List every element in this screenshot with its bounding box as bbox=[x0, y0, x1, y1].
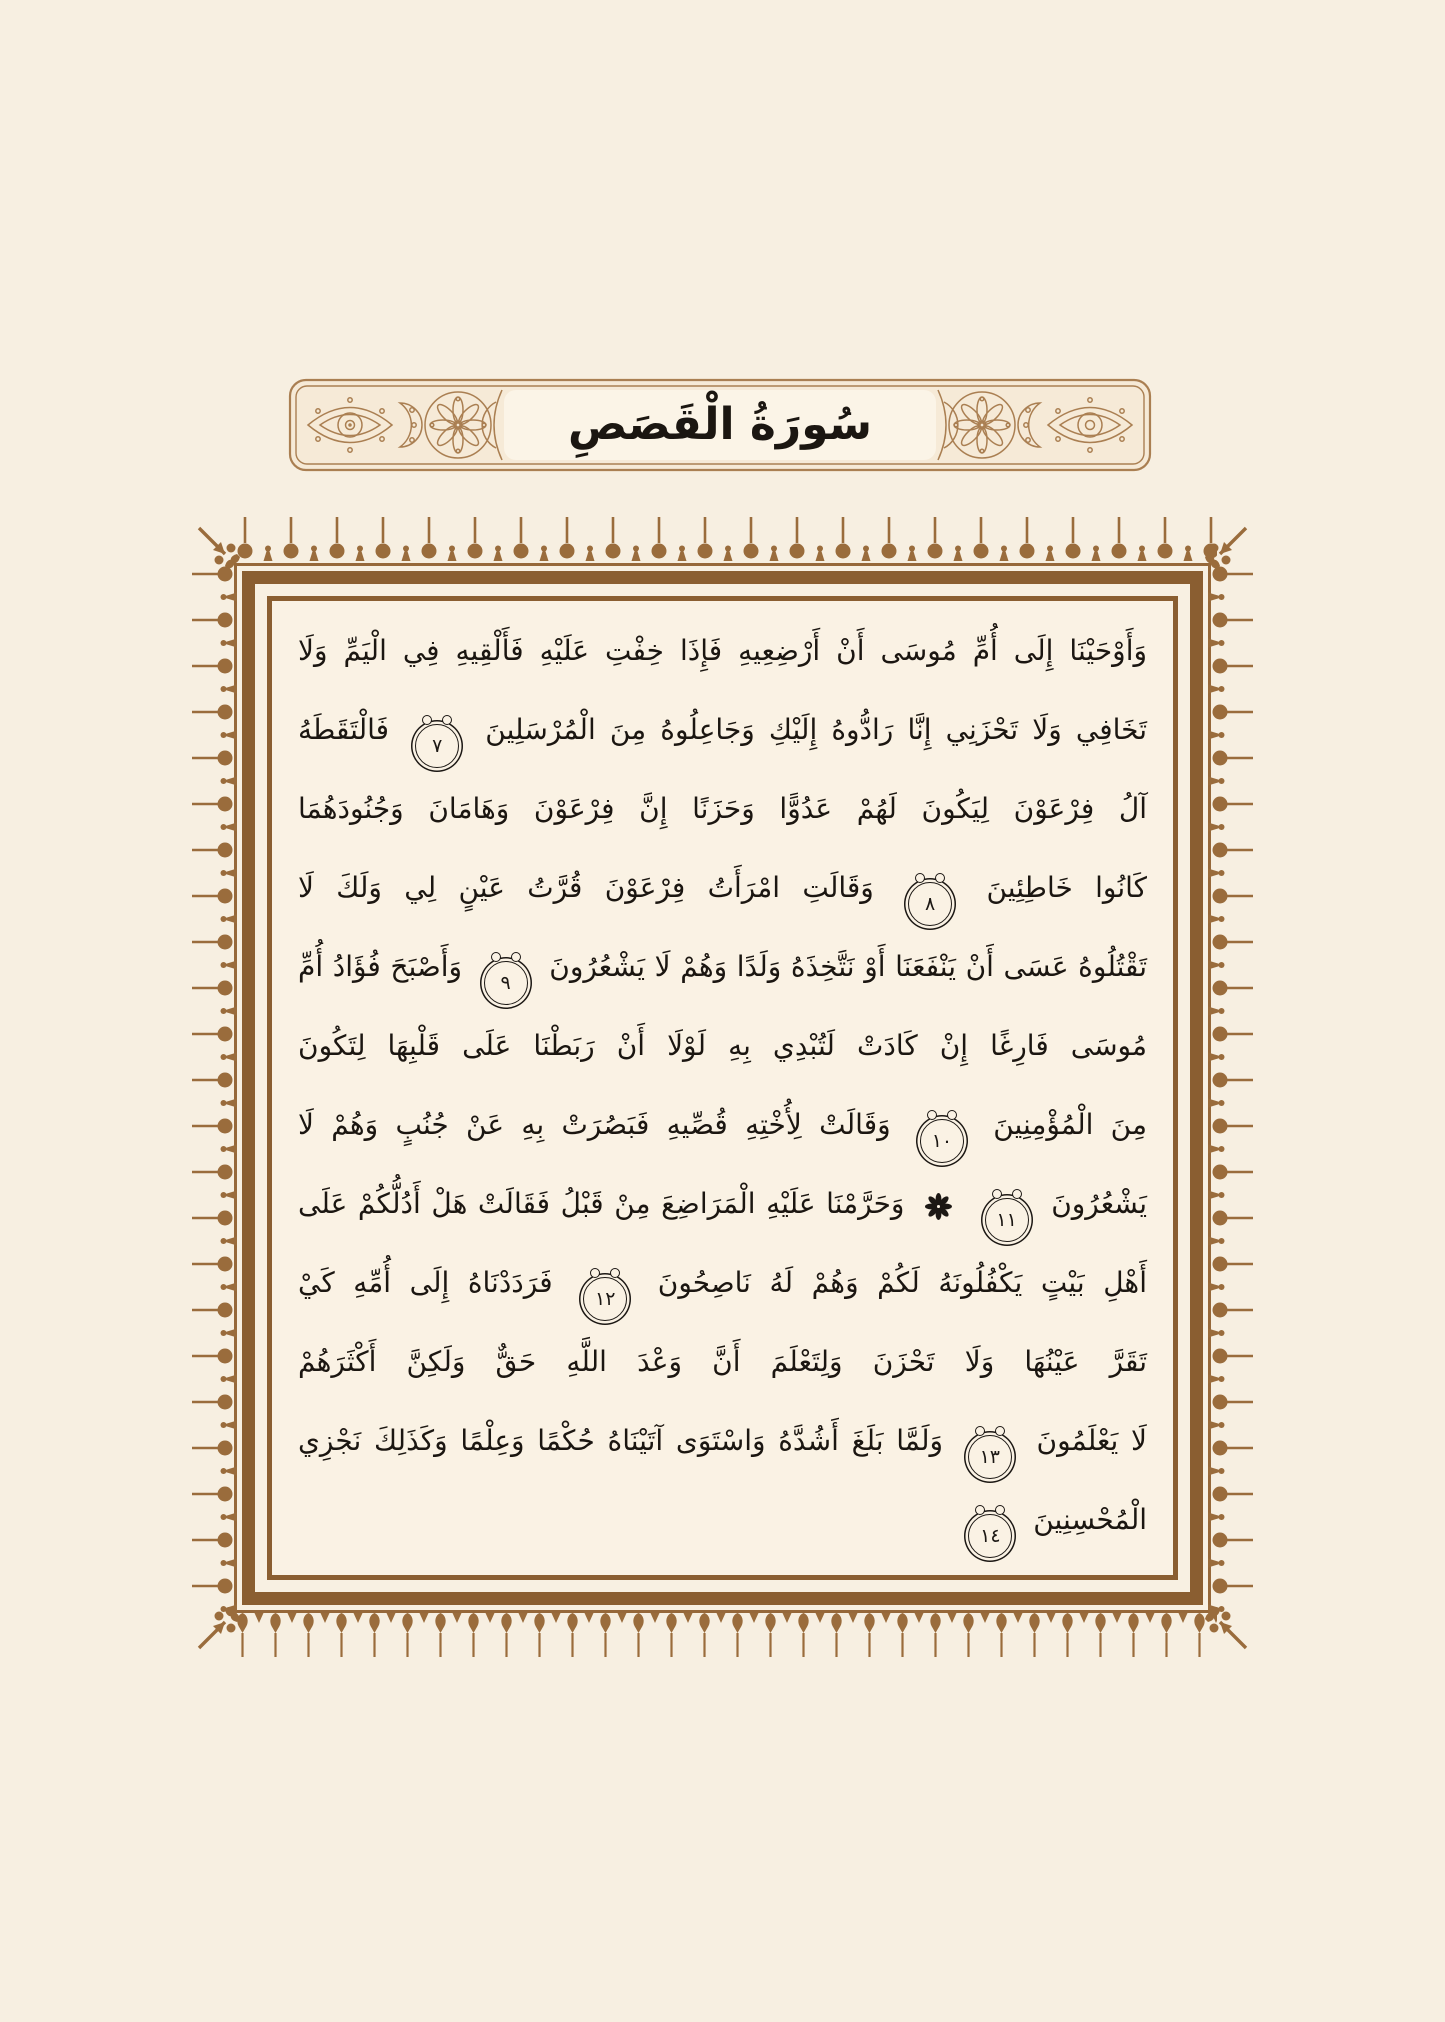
page-frame bbox=[234, 563, 1211, 1613]
verse-number-medallion bbox=[968, 1514, 1012, 1558]
frame-finial-border-top bbox=[234, 515, 1217, 563]
quran-line bbox=[298, 1085, 1147, 1164]
frame-corner-flourish bbox=[191, 1602, 245, 1656]
surah-title: سُورَةُ الْقَصَصِ bbox=[567, 399, 873, 450]
verse-text: يَشْعُرُونَ bbox=[1051, 1187, 1148, 1220]
frame-corner-flourish bbox=[191, 520, 245, 574]
verse-text: تَخَافِي وَلَا تَحْزَنِي إِنَّا رَادُّوهُ إِلَيْكِ وَجَاعِلُوهُ مِنَ الْمُرْسَلِينَ bbox=[485, 713, 1147, 746]
quran-line bbox=[298, 1164, 1147, 1243]
verse-text: وَقَالَتِ امْرَأَتُ فِرْعَوْنَ قُرَّتُ عَيْنٍ لِي وَلَكَ لَا bbox=[298, 871, 874, 904]
verse-number: ٧ bbox=[432, 735, 443, 757]
verse-text: لَا يَعْلَمُونَ bbox=[1036, 1424, 1147, 1457]
verse-number: ٨ bbox=[925, 893, 936, 915]
verse-number-medallion bbox=[583, 1277, 627, 1321]
verse-text: مِنَ الْمُؤْمِنِينَ bbox=[993, 1108, 1147, 1141]
verse-text: كَانُوا خَاطِئِينَ bbox=[986, 871, 1148, 904]
verse-number: ١٤ bbox=[980, 1525, 1001, 1547]
verse-number-medallion bbox=[968, 1435, 1012, 1479]
quran-line bbox=[298, 769, 1147, 848]
quran-line bbox=[298, 848, 1147, 927]
quran-line bbox=[298, 690, 1147, 769]
surah-title-banner bbox=[288, 378, 1152, 472]
verse-text: أَهْلِ بَيْتٍ يَكْفُلُونَهُ لَكُمْ وَهُمْ لَهُ نَاصِحُونَ bbox=[657, 1266, 1147, 1299]
verse-number-medallion bbox=[985, 1198, 1029, 1242]
frame-corner-flourish bbox=[1200, 520, 1254, 574]
frame-finial-border-bottom bbox=[234, 1613, 1217, 1659]
quran-line bbox=[298, 927, 1147, 1006]
quran-line bbox=[298, 1243, 1147, 1322]
verse-number: ٩ bbox=[500, 972, 511, 994]
verse-text: الْمُحْسِنِينَ bbox=[1033, 1503, 1147, 1536]
frame-finial-border-right bbox=[1208, 563, 1255, 1619]
quran-line bbox=[298, 1322, 1147, 1401]
verse-number-medallion bbox=[920, 1119, 964, 1163]
verse-number-medallion bbox=[908, 882, 952, 926]
verse-text: فَالْتَقَطَهُ bbox=[298, 713, 390, 746]
quran-line bbox=[298, 1006, 1147, 1085]
verse-number: ١١ bbox=[996, 1209, 1017, 1231]
frame-corner-flourish bbox=[1200, 1602, 1254, 1656]
verse-text: وَأَصْبَحَ فُؤَادُ أُمِّ bbox=[298, 950, 463, 983]
verse-number: ١٢ bbox=[594, 1288, 616, 1310]
frame-inner-panel bbox=[267, 596, 1178, 1580]
verse-text: مُوسَى فَارِغًا إِنْ كَادَتْ لَتُبْدِي بِهِ لَوْلَا أَنْ رَبَطْنَا عَلَى قَلْبِهَا لِتَكُونَ bbox=[298, 1029, 1147, 1062]
verse-text: وَحَرَّمْنَا عَلَيْهِ الْمَرَاضِعَ مِنْ قَبْلُ فَقَالَتْ هَلْ أَدُلُّكُمْ عَلَى bbox=[298, 1187, 905, 1220]
verse-number-medallion bbox=[484, 961, 528, 1005]
quran-line bbox=[298, 1480, 1147, 1559]
verse-text: تَقَرَّ عَيْنُهَا وَلَا تَحْزَنَ وَلِتَعْلَمَ أَنَّ وَعْدَ اللَّهِ حَقٌّ وَلَكِنَّ أَكْثَرَهُمْ bbox=[298, 1345, 1147, 1378]
verse-number: ١٣ bbox=[979, 1446, 1000, 1468]
verse-text: وَلَمَّا بَلَغَ أَشُدَّهُ وَاسْتَوَى آتَيْنَاهُ حُكْمًا وَعِلْمًا وَكَذَلِكَ نَجْزِي bbox=[298, 1424, 944, 1457]
rub-el-hizb-icon bbox=[925, 1171, 952, 1250]
verse-text: وَقَالَتْ لِأُخْتِهِ قُصِّيهِ فَبَصُرَتْ بِهِ عَنْ جُنُبٍ وَهُمْ لَا bbox=[298, 1108, 891, 1141]
frame-thick-border bbox=[242, 571, 1203, 1605]
verse-text: فَرَدَدْنَاهُ إِلَى أُمِّهِ كَيْ bbox=[298, 1266, 553, 1299]
verse-number: ١٠ bbox=[931, 1130, 953, 1152]
verse-text: تَقْتُلُوهُ عَسَى أَنْ يَنْفَعَنَا أَوْ نَتَّخِذَهُ وَلَدًا وَهُمْ لَا يَشْعُرُونَ bbox=[549, 950, 1147, 983]
verse-text: وَأَوْحَيْنَا إِلَى أُمِّ مُوسَى أَنْ أَرْضِعِيهِ فَإِذَا خِفْتِ عَلَيْهِ فَأَلْقِيهِ فِي الْيَمِّ وَلَا bbox=[298, 634, 1147, 667]
frame-finial-border-left bbox=[190, 563, 237, 1619]
verse-number-medallion bbox=[415, 724, 459, 768]
mushaf-lines bbox=[298, 611, 1147, 1559]
quran-line bbox=[298, 611, 1147, 690]
quran-line bbox=[298, 1401, 1147, 1480]
verse-text: آلُ فِرْعَوْنَ لِيَكُونَ لَهُمْ عَدُوًّا وَحَزَنًا إِنَّ فِرْعَوْنَ وَهَامَانَ وَجُنُودَهُمَا bbox=[298, 792, 1147, 825]
